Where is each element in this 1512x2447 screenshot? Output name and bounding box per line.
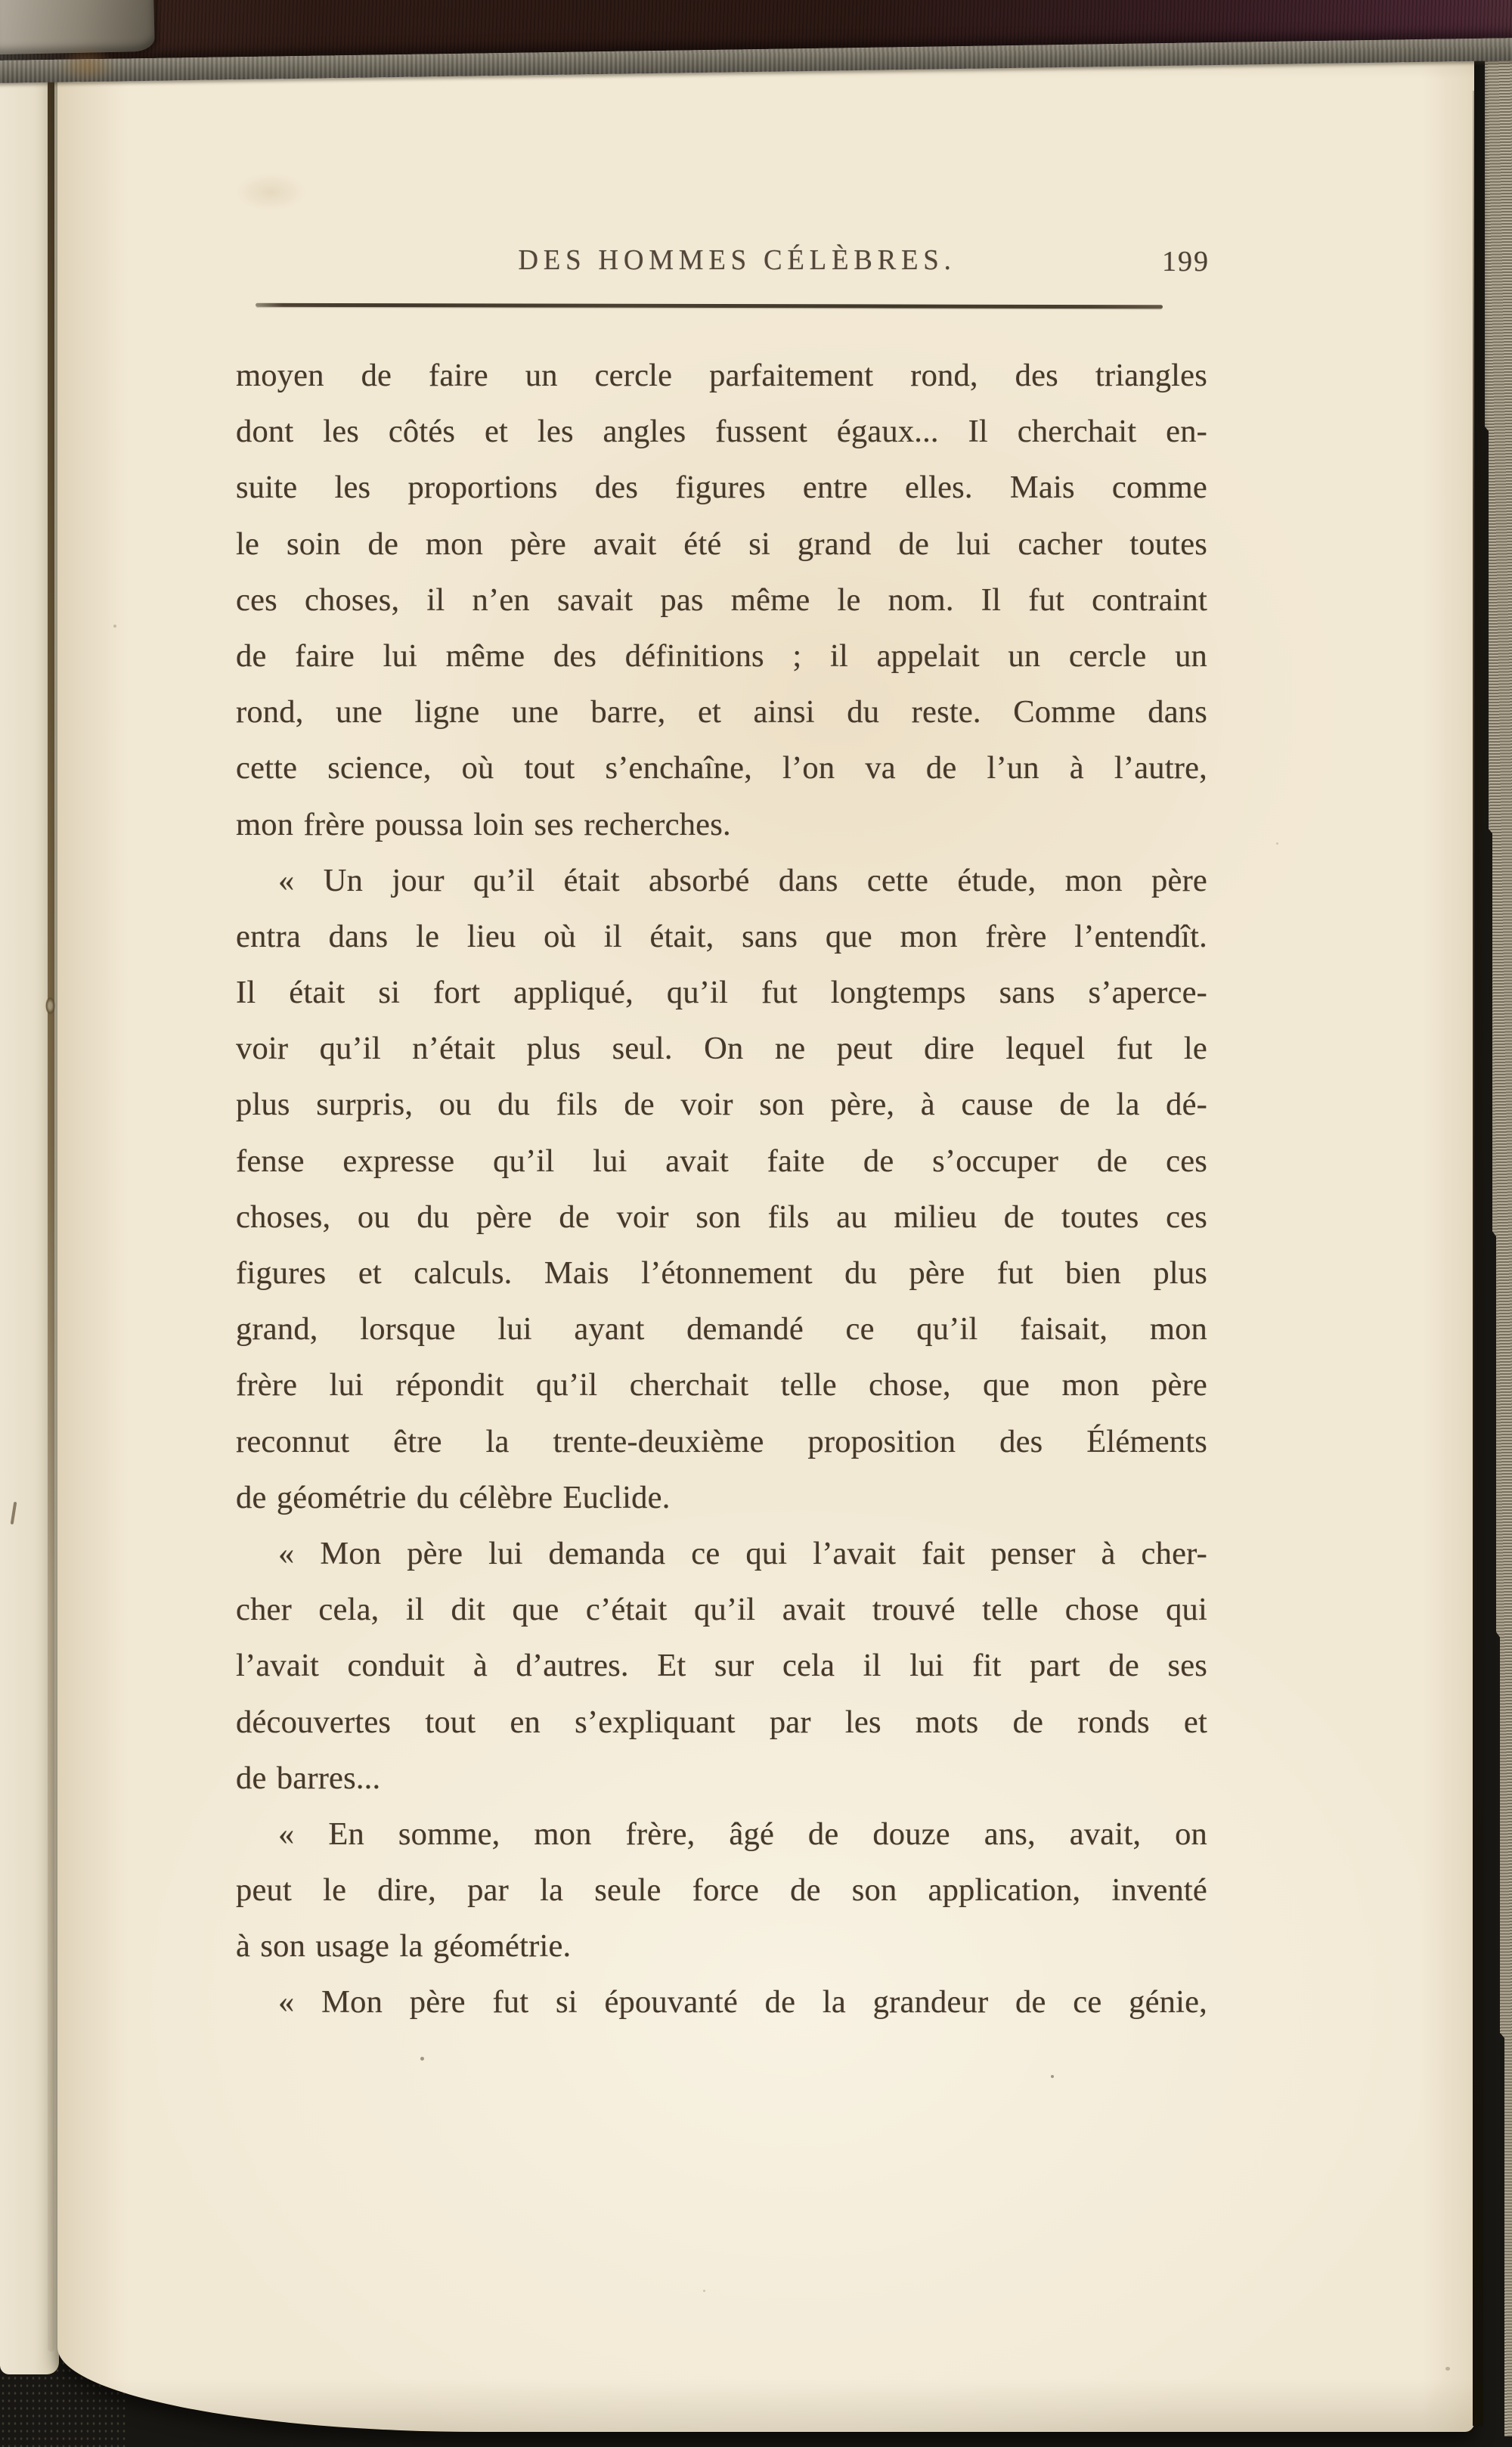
text-line: ces choses, il n’en savait pas même le nom. Il fut contraint: [236, 582, 1207, 618]
text-line: voir qu’il n’était plus seul. On ne peut dire lequel fut le: [236, 1031, 1207, 1067]
gutter-seam: [48, 30, 54, 2352]
paper-fleck: [1276, 842, 1278, 845]
text-line: « Mon père fut si épouvanté de la grandeur de ce génie,: [278, 1984, 1207, 2021]
text-line: entra dans le lieu où il était, sans que mon frère l’entendît.: [236, 918, 1207, 954]
gutter-notch: [45, 997, 55, 1015]
text-line: dont les côtés et les angles fussent égaux... Il cherchait en-: [236, 414, 1207, 450]
paper-fleck: [1051, 2075, 1054, 2078]
text-line: moyen de faire un cercle parfaitement rond, des triangles: [236, 358, 1207, 393]
text-line: l’avait conduit à d’autres. Et sur cela il lui fit part de ses: [236, 1648, 1207, 1684]
paper-fleck: [113, 625, 116, 628]
text-line: mon frère poussa loin ses recherches.: [236, 806, 731, 842]
body-text: [236, 348, 1207, 2031]
text-line: de barres...: [236, 1760, 381, 1796]
text-line: le soin de mon père avait été si grand de lui cacher toutes: [236, 526, 1207, 562]
text-line: « En somme, mon frère, âgé de douze ans, avait, on: [278, 1816, 1207, 1852]
text-line: grand, lorsque lui ayant demandé ce qu’il faisait, mon: [236, 1311, 1207, 1348]
text-line: Il était si fort appliqué, qu’il fut longtemps sans s’aperce-: [236, 975, 1207, 1011]
text-line: frère lui répondit qu’il cherchait telle chose, que mon père: [236, 1367, 1207, 1403]
text-line: découvertes tout en s’expliquant par les mots de ronds et: [236, 1704, 1207, 1740]
paper-fleck: [1445, 2367, 1450, 2371]
paper-fleck: [703, 2290, 705, 2292]
text-line: figures et calculs. Mais l’étonnement du père fut bien plus: [236, 1255, 1207, 1291]
text-line: suite les proportions des figures entre elles. Mais comme: [236, 470, 1207, 506]
running-header: [280, 243, 1194, 283]
page-edge-groove: [1473, 91, 1483, 2426]
text-line: plus surpris, ou du fils de voir son père, à cause de la dé-: [236, 1087, 1207, 1123]
text-line: cette science, où tout s’enchaîne, l’on va de l’un à l’autre,: [236, 750, 1207, 786]
paper-fleck: [420, 2057, 424, 2061]
text-line: « Un jour qu’il était absorbé dans cette étude, mon père: [278, 862, 1207, 898]
text-line: de géométrie du célèbre Euclide.: [236, 1479, 671, 1515]
text-line: « Mon père lui demanda ce qui l’avait fait penser à cher-: [278, 1535, 1207, 1571]
text-line: peut le dire, par la seule force de son application, inventé: [236, 1872, 1207, 1909]
text-line: fense expresse qu’il lui avait faite de s’occuper de ces: [236, 1143, 1207, 1179]
worn-cover-corner: [0, 0, 155, 54]
text-line: à son usage la géométrie.: [236, 1928, 572, 1965]
text-line: de faire lui même des définitions ; il appelait un cercle un: [236, 637, 1207, 674]
text-line: reconnut être la trente-deuxième proposition des Éléments: [236, 1423, 1207, 1459]
text-line: rond, une ligne une barre, et ainsi du reste. Comme dans: [236, 694, 1207, 730]
text-line: cher cela, il dit que c’était qu’il avait trouvé telle chose qui: [236, 1592, 1207, 1628]
text-line: choses, ou du père de voir son fils au milieu de toutes ces: [236, 1199, 1207, 1235]
fore-edge-page-stack: [1482, 23, 1512, 2436]
running-title: DES HOMMES CÉLÈBRES.: [518, 244, 956, 276]
page-number: 199: [1162, 246, 1210, 278]
